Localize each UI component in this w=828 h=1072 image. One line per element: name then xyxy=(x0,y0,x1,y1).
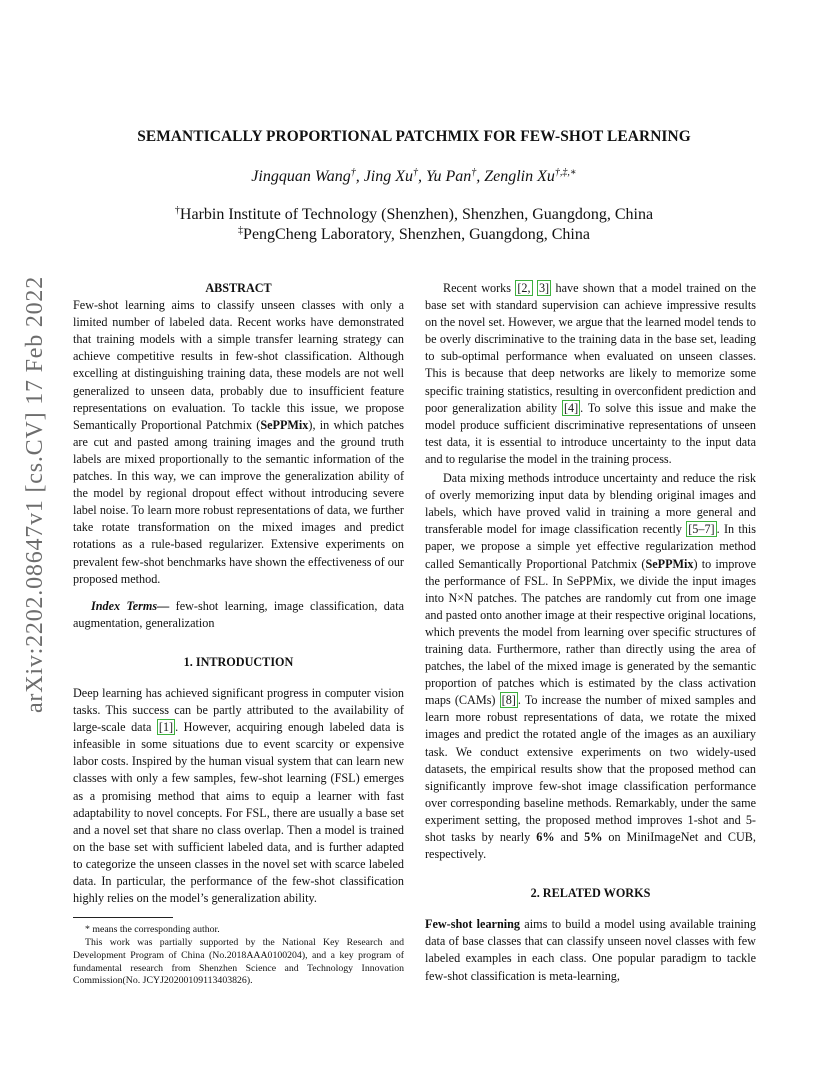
citation-link[interactable]: [1] xyxy=(158,720,174,735)
body-paragraph: Few-shot learning aims to build a model using available training data of base classes that can classify unseen novel classes with few labeled examples in each class. One popular paradigm to tackle few-shot classification is meta-learning, xyxy=(425,917,756,983)
footnote: * means the corresponding author. xyxy=(85,924,220,936)
footnote: This work was partially supported by the National Key Research and Development Program of China (No.2018AAA0100204), and a key program of fundamental research from Shenzhen Science and Technology Innovation Commission(No. JCYJ20200109113403826). xyxy=(73,936,404,987)
affiliation-text: Harbin Institute of Technology (Shenzhen), Shenzhen, Guangdong, China xyxy=(179,206,654,223)
related-works-heading: 2. RELATED WORKS xyxy=(530,886,651,901)
arxiv-stamp: arXiv:2202.08647v1 [cs.CV] 17 Feb 2022 xyxy=(22,275,49,713)
body-paragraph: Data mixing methods introduce uncertainty and reduce the risk of overly memorizing input data by blending original images and labels, which have proved valid in training a more general and transferable model for image classification recently [5–7] . In this paper, we propose a simple yet effective regularization method called Semantically Proportional Patchmix (SePPMix) to improve the performance of FSL. In SePPMix, we divide the input images into N×N patches. The patches are randomly cut from one image and pasted onto another image at their respective original locations, which prevents the model from learning over specific structures of training data. Furthermore, rather than directly using the area of patches, the label of the mixed image is generated by the semantic proportion of patches which is estimated by the class activation maps (CAMs) [8] . To increase the number of mixed samples and learn more robust representations of data, we rotate the mixed images and predict the rotated angle of the images as an auxiliary task. We conduct extensive experiments on two widely-used datasets, the empirical results show that the proposed method can significantly improve few-shot image classification performance over corresponding baseline methods. Remarkably, under the same experiment setting, the proposed method improves 1-shot and 5-shot tasks by nearly 6% and 5% on MiniImageNet and CUB, respectively. xyxy=(425,471,756,862)
footnote-rule xyxy=(73,917,173,918)
citation-link[interactable]: [8] xyxy=(501,693,516,708)
citation-link[interactable]: [4] xyxy=(563,400,579,415)
citation-link[interactable]: 3] xyxy=(538,281,550,295)
author: Jing Xu xyxy=(363,168,414,185)
right-column xyxy=(425,280,756,985)
author-mark: †,‡,∗ xyxy=(554,167,577,178)
body-paragraph: Recent works [2, 3] have shown that a model trained on the base set with standard supervision can achieve impressive results on the novel set. However, we argue that the learned model tends to be overly discriminative to the training data in the base set, leading to sub-optimal performance when evaluated on unseen classes. This is because that deep networks are likely to memorize some specific training statistics, resulting in overconfident prediction and poor generalization ability [4] . To solve this issue and make the model produce sufficient discriminative representations of unseen test data, it is essential to introduce uncertainty to the input data and to regularise the model in the training process. xyxy=(425,281,756,466)
paper-title: SEMANTICALLY PROPORTIONAL PATCHMIX FOR FEW-SHOT LEARNING xyxy=(137,128,691,145)
affiliation xyxy=(0,226,828,244)
affiliation-mark: † xyxy=(174,205,180,216)
abstract-text: Few-shot learning aims to classify unseen classes with only a limited number of labeled data. Recent works have demonstrated that training models with a simple transfer learning strategy can achieve competitive results in few-shot classification. Although excelling at distinguishing training data, these models are not well generalized to unseen data, probably due to insufficient feature representations on evaluation. To tackle this issue, we propose Semantically Proportional Patchmix (SePPMix), in which patches are cut and pasted among training images and the ground truth labels are mixed proportionally to the semantic information of the patches. In this way, we can improve the generalization ability of the model by regional dropout effect without introducing severe label noise. To learn more robust representations of data, we further take rotate transformation on the mixed images and predict rotations as a rule-based regularizer. Extensive experiments on prevalent few-shot benchmarks have shown the effectiveness of our proposed method. xyxy=(73,298,405,586)
affiliation-mark: ‡ xyxy=(238,225,244,236)
author-list xyxy=(0,168,828,186)
author: Zenglin Xu xyxy=(484,168,555,185)
author-sep: , xyxy=(355,168,364,185)
author-mark: † xyxy=(413,167,419,178)
author-mark: † xyxy=(350,167,356,178)
affiliation xyxy=(0,206,828,224)
index-terms: Index Terms— few-shot learning, image classification, data augmentation, generalization xyxy=(73,598,404,630)
author: Yu Pan xyxy=(426,168,472,185)
intro-heading: 1. INTRODUCTION xyxy=(183,654,294,669)
author: Jingquan Wang xyxy=(251,168,351,185)
footnotes xyxy=(73,917,404,988)
left-column xyxy=(73,280,404,988)
author-sep: , xyxy=(476,168,485,185)
abstract-heading: ABSTRACT xyxy=(205,281,272,295)
citation-link[interactable]: [5–7] xyxy=(688,522,715,537)
citation-link[interactable]: [2, xyxy=(517,281,531,295)
author-sep: , xyxy=(418,168,427,185)
intro-text: Deep learning has achieved significant progress in computer vision tasks. This success can be partly attributed to the availability of large-scale data [1] . However, acquiring enough labeled data is infeasible in some situations due to event scarcity or expensive labor costs. Inspired by the human visual system that can learn new classes with only a few samples, few-shot learning (FSL) emerges as a promising method that aims to equip a learner with fast adaptability to novel concepts. For FSL, there are usually a base set and a novel set that share no class overlap. Then a model is trained on the base set with sufficient labeled data, and is further adapted to categorize the unseen classes in the novel set with scarce labeled data. In particular, the performance of the few-shot classification highly relies on the model’s generalization ability. xyxy=(73,685,404,906)
affiliation-text: PengCheng Laboratory, Shenzhen, Guangdong, China xyxy=(243,226,590,243)
author-mark: † xyxy=(471,167,477,178)
